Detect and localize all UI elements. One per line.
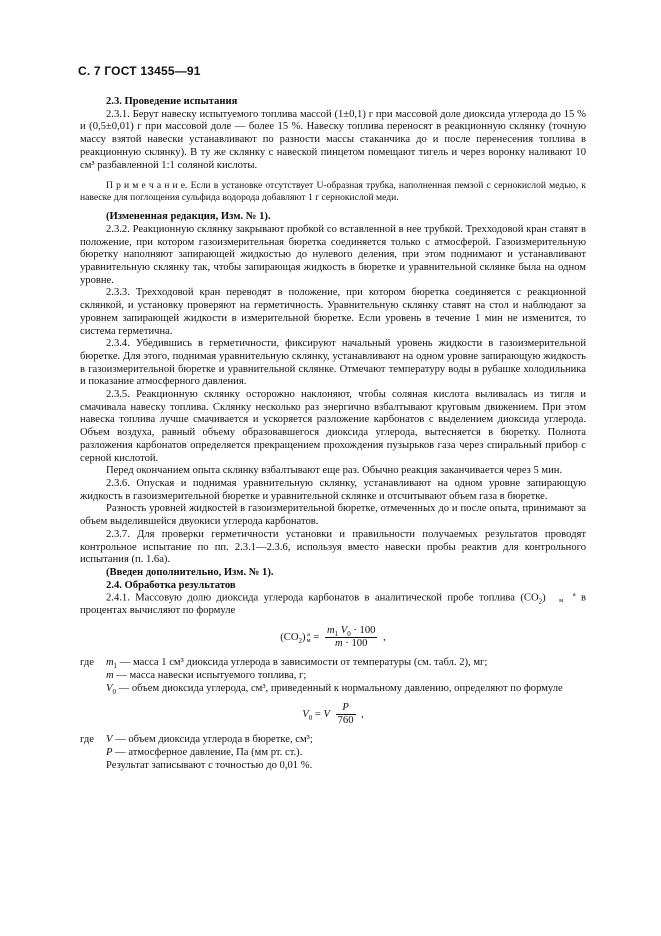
definition-p: P — атмосферное давление, Па (мм рт. ст.). <box>106 746 303 758</box>
paragraph-2-3-6-continued: Разность уровней жидкостей в газоизмерительной бюретке, отмеченных до и после опыта, принимают за объем выделившейся двуокиси углерода карбонатов. <box>80 503 586 528</box>
note-paragraph <box>80 180 586 203</box>
paragraph-2-3-5-continued: Перед окончанием опыта склянку взбалтывают еще раз. Обычно реакция заканчивается через 5 мин. <box>106 465 563 477</box>
paragraph-2-3-2: 2.3.2. Реакционную склянку закрывают пробкой со вставленной в нее трубкой. Трехходовой кран ставят в положение, при котором газоизмерительная бюретка соединяется только с атмосферой. Газоизмерительную бюретку наполняют запирающей жидкостью до нулевого деления, при этом поднимают и устанавливают уравнительную склянку так, чтобы запирающая жидкость в бюретке и уравнительной склянке была на одном уровне. <box>80 223 586 286</box>
page-header: С. 7 ГОСТ 13455—91 <box>78 64 201 78</box>
definition-v: где V — объем диоксида углерода в бюретке, см³; <box>80 734 313 746</box>
formula-v0-fraction: $\frac{P}{760}$ <box>337 702 354 727</box>
formula-co2-fraction <box>325 625 378 650</box>
definition-m1: где $m_1$ — масса 1 см³ диоксида углерода в зависимости от температуры (см. табл. 2), мг; <box>80 657 488 671</box>
added-remark: (Введен дополнительно, Изм. № 1). <box>106 566 274 578</box>
section-heading-2-3: 2.3. Проведение испытания <box>106 96 238 107</box>
formula-co2: $(CO_2)$ a м = $\frac{m_1 V_0 \cdot 100}{m \cdot 100}$ , <box>280 625 386 650</box>
paragraph-2-3-3: 2.3.3. Трехходовой кран переводят в положение, при котором бюретка соединяется с реакционной склянкой, и установку проверяют на герметичность. Уравнительную склянку ставят на стол и наблюдают за уровнем запирающей жидкости в измерительной бюретке. Если уровень в течение 1 мин не изменится, то система герметична. <box>80 287 586 337</box>
definition-m: m — масса навески испытуемого топлива, г; <box>106 669 307 681</box>
paragraph-2-3-6: 2.3.6. Опуская и поднимая уравнительную склянку, устанавливают на одном уровне запирающую жидкость в газоизмерительной бюретке и уравнительной склянке и отсчитывают объем газа в бюретке. <box>80 477 586 502</box>
section-heading-2-4: 2.4. Обработка результатов <box>106 579 236 591</box>
document-body <box>80 96 586 772</box>
fraction-numerator: $m_1$ $V_0 \cdot 100$ <box>326 625 376 639</box>
paragraph-2-3-5: 2.3.5. Реакционную склянку осторожно наклоняют, чтобы соляная кислота выливалась из тигля и смачивала навеску топлива. Склянку несколько раз энергично взбалтывают круговым движением. При этом навеска топлива лучше смачивается и ускоряется разложение карбонатов с выделением диоксида углерода. Объем воздуха, равный объему образовавшегося диоксида углерода, вытесняется в бюретку. Полнота разложения карбонатов определяется прекращением прохождения пузырьков газа через спиральный прибор с серной кислотой. <box>80 389 586 464</box>
result-precision-paragraph: Результат записывают с точностью до 0,01 %. <box>106 759 313 771</box>
definition-v0: $V_0$ — объем диоксида углерода, см³, приведенный к нормальному давлению, определяют по формуле <box>106 682 563 696</box>
paragraph-2-3-4: 2.3.4. Убедившись в герметичности, фиксируют начальный уровень жидкости в газоизмерительной бюретке. Для этого, поднимая уравнительную склянку, устанавливают на одном уровне запирающую жидкость в газоизмерительной бюретке и уравнительной склянке. Отмечают температуру воды в рубашке холодильника и показание атмосферного давления. <box>80 338 586 388</box>
formula-v0: $V_0 = V$ $\frac{P}{760}$ , <box>302 702 364 727</box>
note-text: Если в установке отсутствует U-образная трубка, наполненная пемзой с сернокислой медью, к навеске для поглощения сульфида водорода добавляют 1 г сернокислой меди. <box>80 180 586 203</box>
superscript-stack: a м <box>559 591 576 605</box>
paragraph-2-3-7: 2.3.7. Для проверки герметичности установки и правильности получаемых результатов проводят контрольное испытание по пп. 2.3.1—2.3.6, используя вместо навески пробы реактив для контрольного испытания (п. 1.6а). <box>80 528 586 566</box>
paragraph-2-3-1: 2.3.1. Берут навеску испытуемого топлива массой (1±0,1) г при массовой доле диоксида углерода до 15 % и (0,5±0,01) г при массовой доле — более 15 %. Навеску топлива переносят в реакционную склянку (точную массу взятой навески устанавливают по разности массы стаканчика до и после перенесения топлива в реакционную склянку). В ту же склянку с навеской пинцетом помещают тигель и через воронку наливают 10 см³ разбавленной 1:1 соляной кислоты. <box>80 108 586 171</box>
note-label: П р и м е ч а н и е. <box>106 180 188 192</box>
fraction-denominator: m · 100 <box>335 638 368 650</box>
paragraph-2-4-1: 2.4.1. Массовую долю диоксида углерода карбонатов в аналитической пробе топлива $(CO_2)$ a м в процентах вычисляют по формуле <box>80 591 587 617</box>
edit-remark: (Измененная редакция, Изм. № 1). <box>106 211 271 223</box>
